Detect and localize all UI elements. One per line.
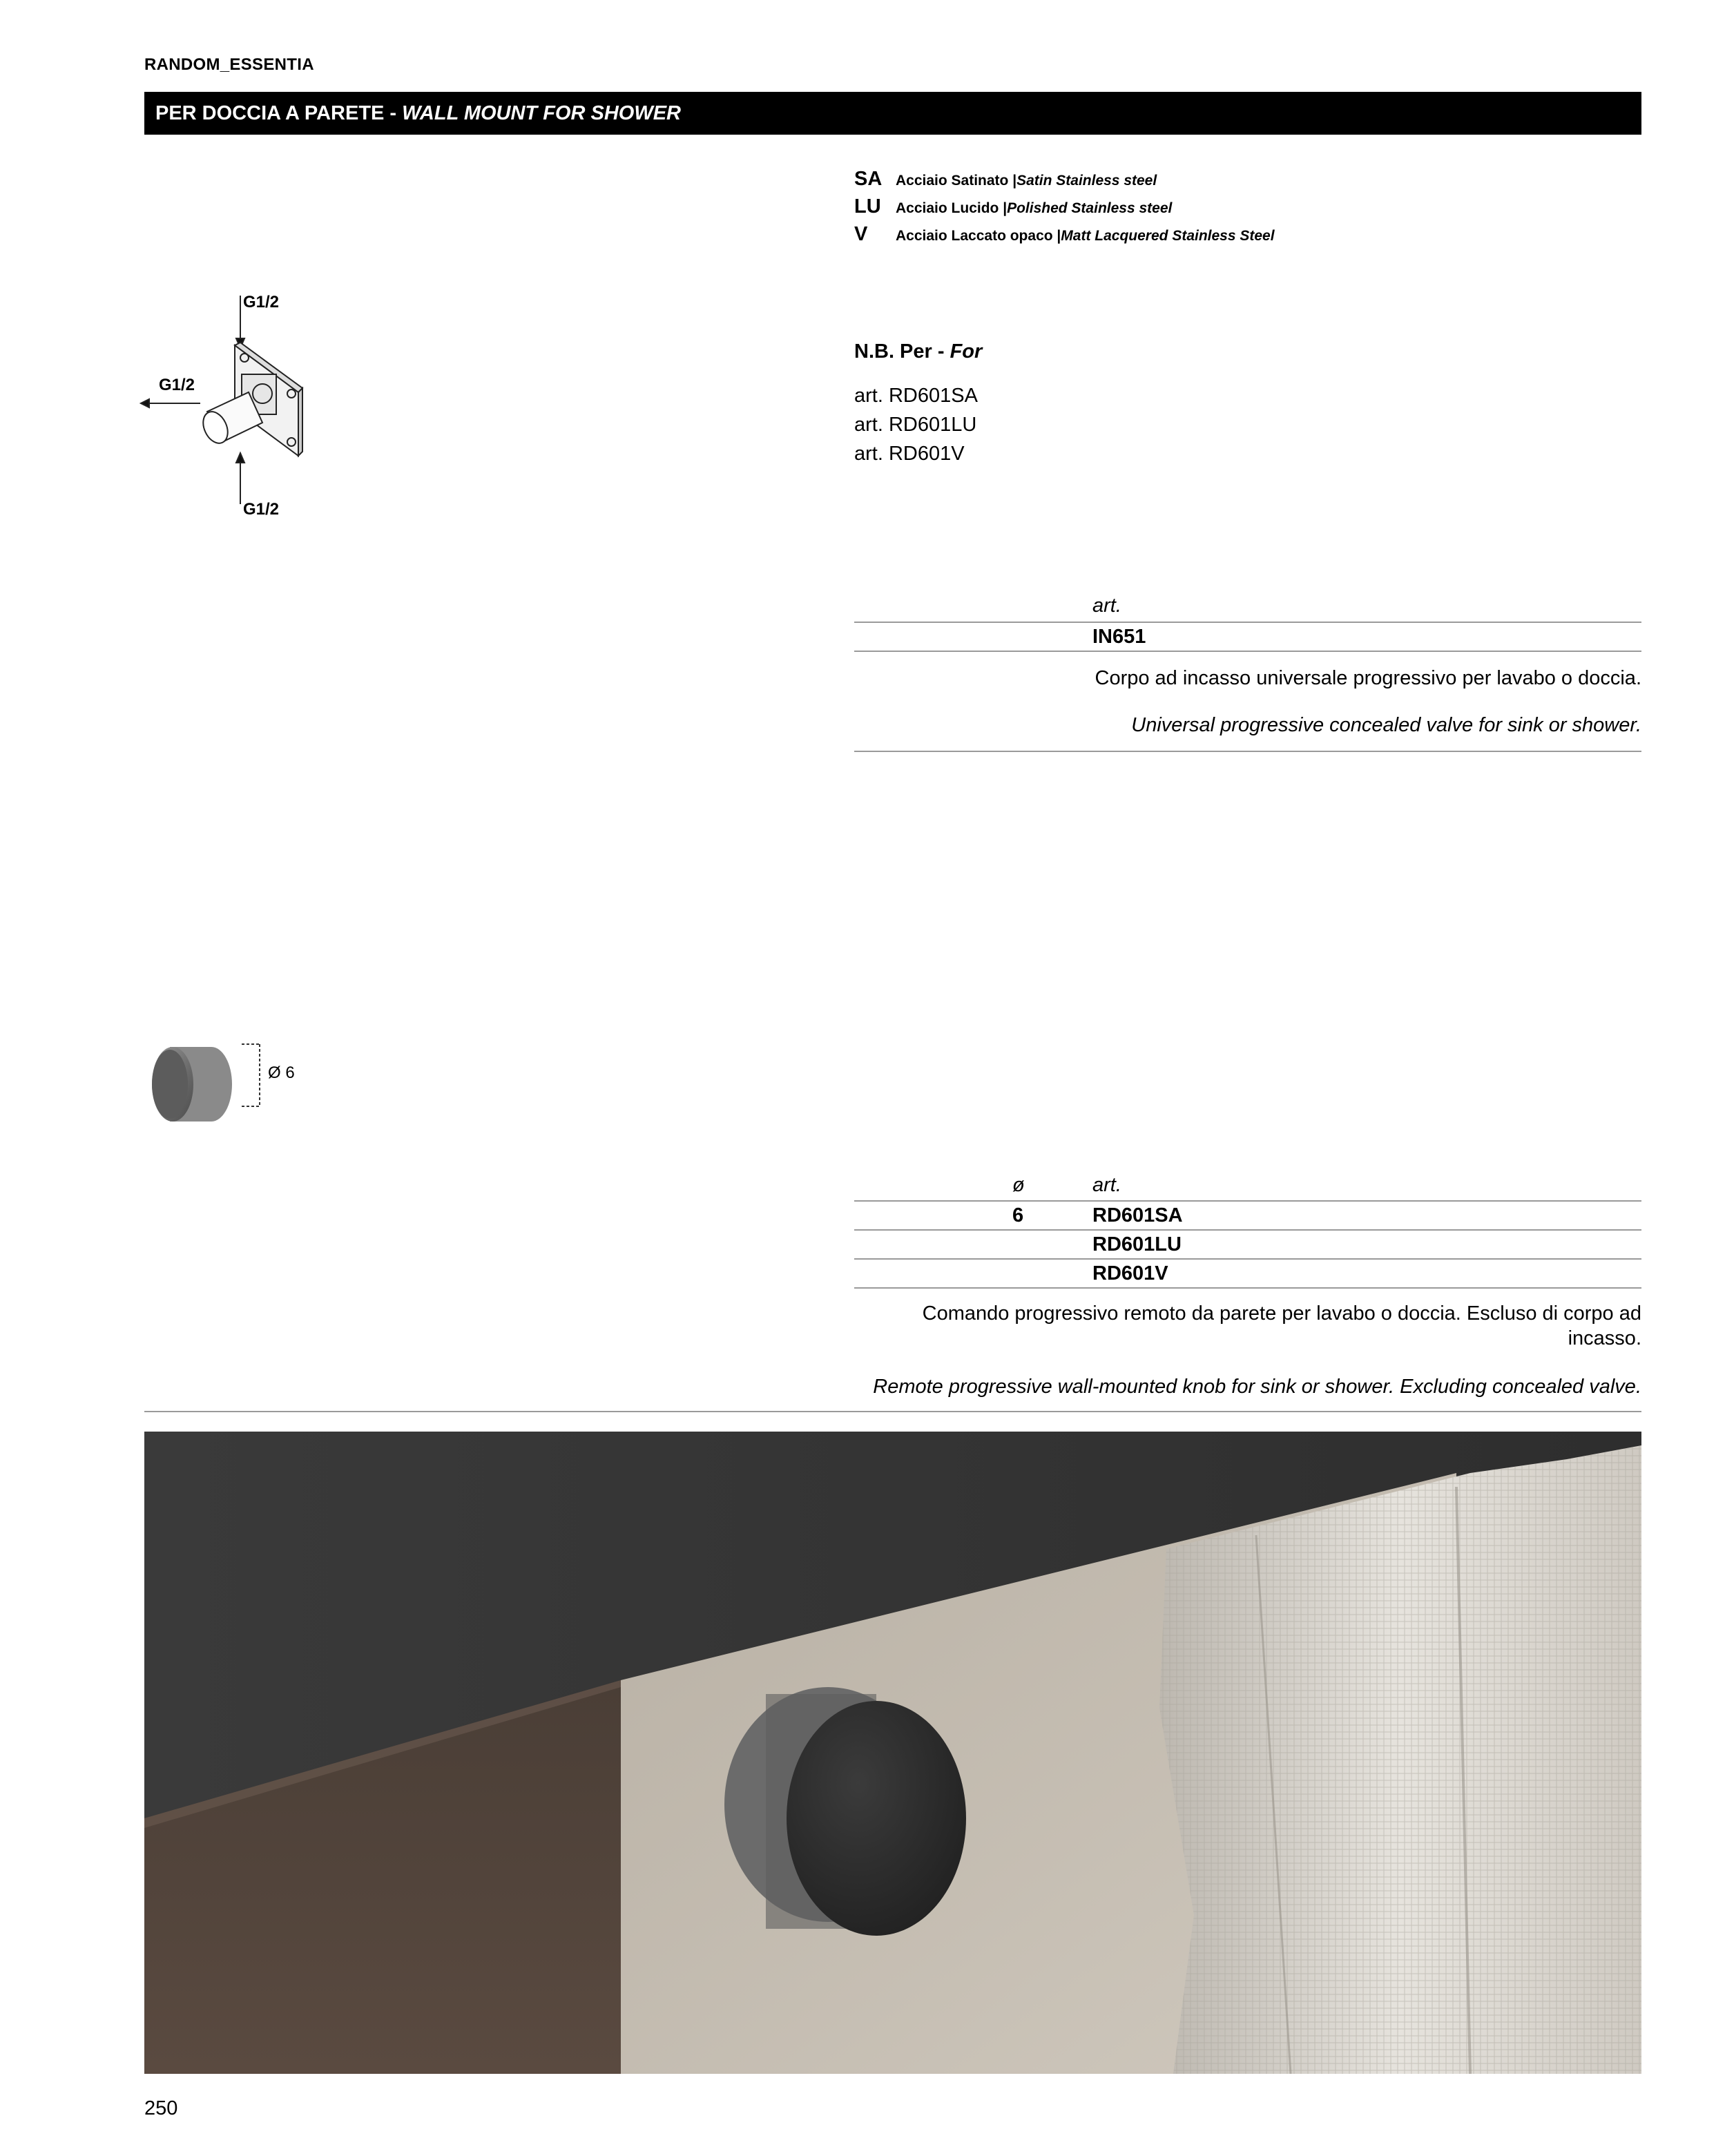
note-heading	[854, 340, 982, 363]
note-ref: art. RD601LU	[854, 414, 977, 436]
banner-title-english: WALL MOUNT FOR SHOWER	[402, 102, 681, 124]
banner-title: PER DOCCIA A PARETE -	[155, 102, 403, 124]
section-banner	[144, 92, 1641, 135]
finish-row-lu	[854, 195, 1172, 218]
finish-name-en: Polished Stainless steel	[1007, 200, 1173, 216]
description-line: incasso.	[1568, 1327, 1641, 1349]
finish-name-en: Matt Lacquered Stainless Steel	[1061, 228, 1275, 244]
section-divider	[144, 1411, 1641, 1412]
product-code: RD601LU	[1092, 1233, 1182, 1255]
table-rule	[854, 751, 1641, 752]
page-number: 250	[144, 2097, 178, 2119]
finish-row-v	[854, 223, 1275, 246]
table-rule	[854, 1287, 1641, 1289]
note-ref: art. RD601SA	[854, 385, 978, 407]
product-diameter: 6	[1012, 1204, 1024, 1226]
finish-row-sa	[854, 168, 1157, 191]
inlet-bottom-label: G1/2	[243, 500, 280, 519]
concealed-valve-drawing	[138, 290, 318, 511]
note-label: N.B. Per -	[854, 340, 950, 363]
finish-name-it: Acciaio Lucido |	[896, 200, 1008, 216]
knob-diameter-label: Ø 6	[268, 1063, 295, 1082]
note-label-english: For	[950, 340, 983, 363]
table-rule	[854, 622, 1641, 623]
product-description-en: Universal progressive concealed valve for sink or shower.	[1131, 714, 1641, 736]
product-code: IN651	[1092, 626, 1146, 648]
finish-code: LU	[854, 195, 881, 218]
finish-name-it: Acciaio Satinato |	[896, 173, 1017, 189]
table-rule	[854, 651, 1641, 652]
finish-code: SA	[854, 168, 883, 190]
finish-name-it: Acciaio Laccato opaco |	[896, 228, 1061, 244]
product-description-en: Remote progressive wall-mounted knob for sink or shower. Excluding concealed valve.	[873, 1376, 1641, 1398]
note-ref: art. RD601V	[854, 443, 965, 465]
knob-drawing	[145, 1036, 269, 1133]
product-code: RD601V	[1092, 1262, 1168, 1284]
brand-title: RANDOM_ESSENTIA	[144, 55, 314, 74]
column-header-diameter: ø	[1012, 1174, 1025, 1196]
description-line: Comando progressivo remoto da parete per lavabo o doccia. Escluso di corpo ad	[922, 1302, 1641, 1325]
column-header-art: art.	[1092, 595, 1121, 617]
product-photo	[144, 1432, 1641, 2074]
finish-code: V	[854, 223, 868, 245]
column-header-art: art.	[1092, 1174, 1121, 1196]
inlet-top-label: G1/2	[243, 293, 280, 311]
table-rule	[854, 1229, 1641, 1231]
product-code: RD601SA	[1092, 1204, 1183, 1226]
product-description-it: Corpo ad incasso universale progressivo per lavabo o doccia.	[1095, 667, 1641, 689]
product-description-it	[854, 1301, 1641, 1351]
outlet-left-label: G1/2	[159, 376, 195, 394]
table-rule	[854, 1258, 1641, 1260]
table-rule	[854, 1200, 1641, 1202]
finish-name-en: Satin Stainless steel	[1016, 173, 1157, 189]
